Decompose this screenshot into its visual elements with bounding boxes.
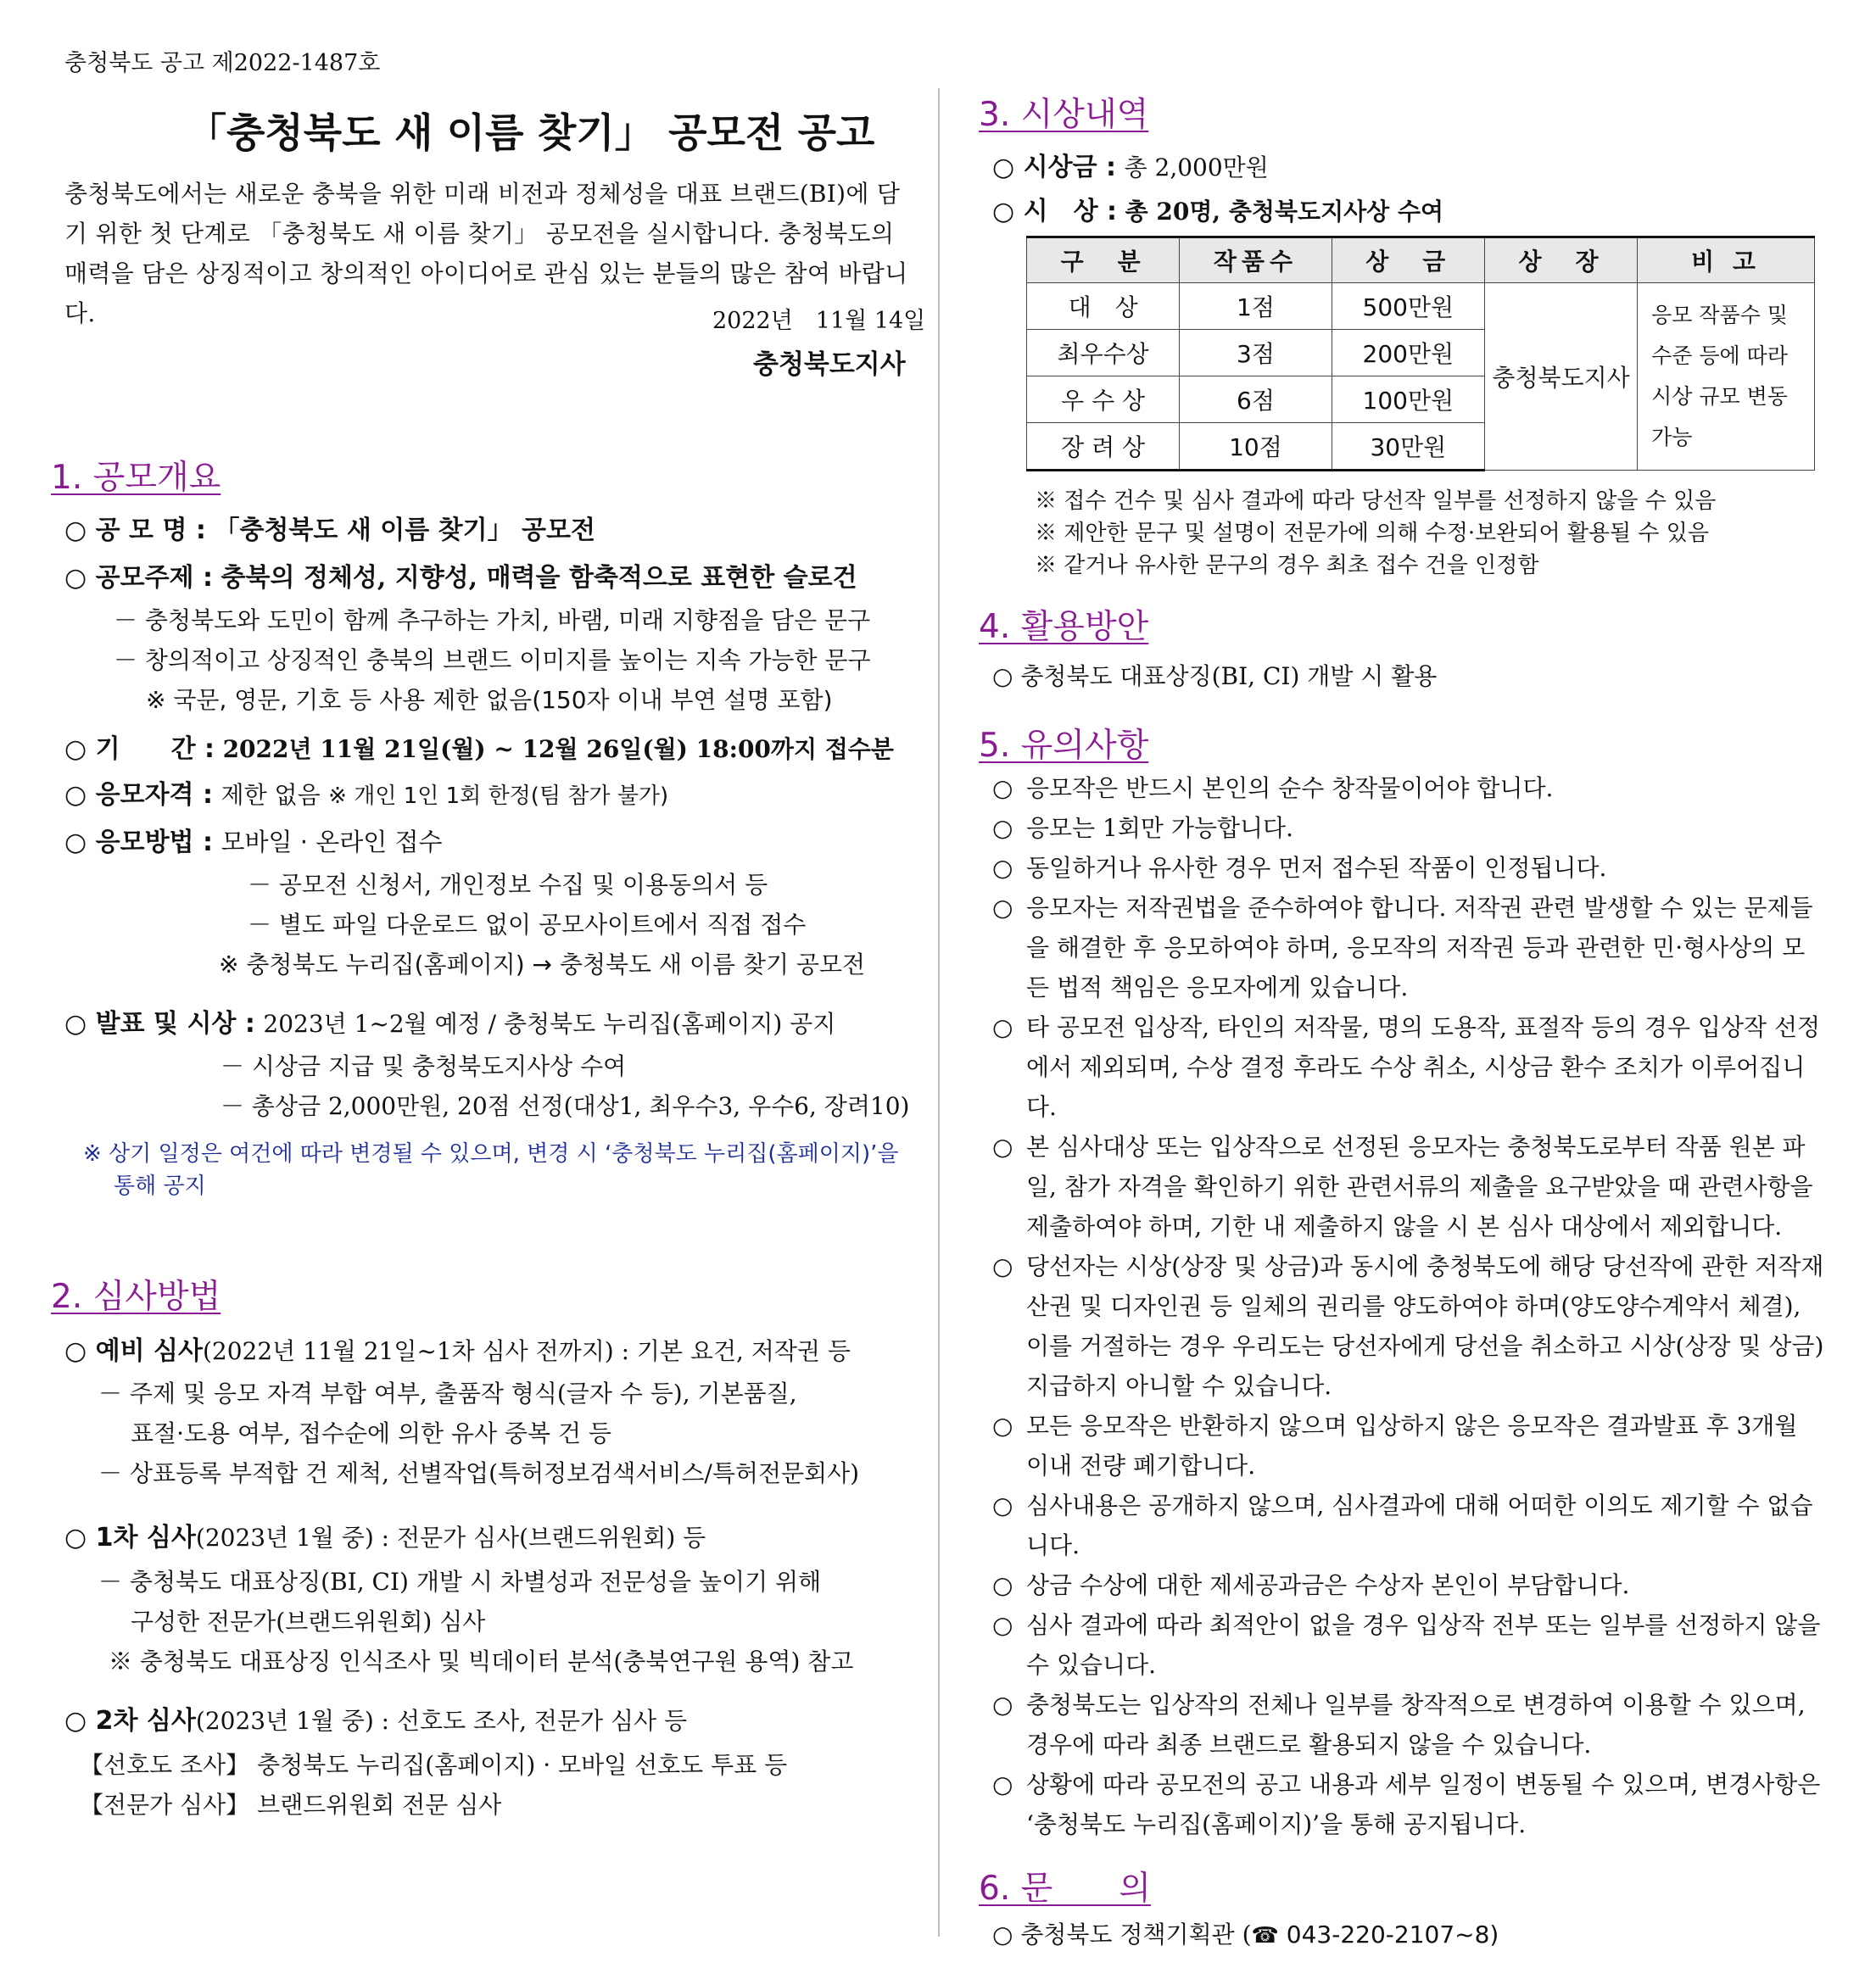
caution-text: 타 공모전 입상작, 타인의 저작물, 명의 도용작, 표절작 등의 경우 입상작 선정에서 제외되며, 수상 결정 후라도 수상 취소, 시상금 환수 조치가 이루어집니다. <box>1026 1013 1821 1121</box>
contest-name <box>64 509 595 546</box>
notice-date: 2022년 11월 14일 <box>712 308 926 334</box>
method-label: ○ 응모방법 : <box>64 828 213 857</box>
contact-text: ○ 충청북도 정책기획관 ( <box>992 1921 1252 1948</box>
period-value: 2022년 11월 21일(월) ~ 12월 26일(월) 18:00까지 접수분 <box>222 735 894 763</box>
caution-item: ○ 심사 결과에 따라 최적안이 없을 경우 입상작 전부 또는 일부를 선정하지 않을 수 있습니다. <box>992 1605 1828 1685</box>
caution-text: 본 심사대상 또는 입상작으로 선정된 응모자는 충청북도로부터 작품 원본 파일, 참가 자격을 확인하기 위한 관련서류의 제출을 요구받았을 때 관련사항을 제출하여야 하며, 기한 내 제출하지 않을 시 본 심사 대상에서 제외합니다. <box>1026 1133 1813 1240</box>
cell-remarks <box>1638 283 1815 471</box>
issuer: 충청북도지사 <box>753 349 906 380</box>
theme-item: － 충청북도와 도민이 함께 추구하는 가치, 바램, 미래 지향점을 담은 문구 <box>114 606 871 634</box>
eligibility-note: ※ 개인 1인 1회 한정(팀 참가 불가) <box>328 783 669 809</box>
caution-text: 상금 수상에 대한 제세공과금은 수상자 본인이 부담합니다. <box>1026 1571 1630 1599</box>
cell-category: 대 상 <box>1027 283 1180 330</box>
contact-line <box>992 1916 1499 1950</box>
method-value: 모바일 · 온라인 접수 <box>221 828 443 856</box>
schedule-note-cont: 통해 공지 <box>114 1174 206 1199</box>
entry-method <box>64 821 443 858</box>
table-header: 비 고 <box>1638 237 1815 283</box>
caution-text: 심사 결과에 따라 최적안이 없을 경우 입상작 전부 또는 일부를 선정하지 않을 수 있습니다. <box>1026 1611 1821 1679</box>
caution-text: 상황에 따라 공모전의 공고 내용과 세부 일정이 변동될 수 있으며, 변경사항은 ‘충청북도 누리집(홈페이지)’을 통해 공지됩니다. <box>1026 1770 1821 1838</box>
method-note: ※ 충청북도 누리집(홈페이지) → 충청북도 새 이름 찾기 공모전 <box>219 951 866 978</box>
contest-theme <box>64 556 857 594</box>
caution-text: 심사내용은 공개하지 않으며, 심사결과에 대해 어떠한 이의도 제기할 수 없습니다. <box>1026 1491 1813 1559</box>
caution-item: ○ 당선자는 시상(상장 및 상금)과 동시에 충청북도에 해당 당선작에 관한 저작재산권 및 디자인권 등 일체의 권리를 양도하여야 하며(양도양수계약서 체결), 이를 거절하는 경우 우리도는 당선자에게 당선을 취소하고 시상(상장 및 상금) 지급하지 아니할 수 있습니다. <box>992 1246 1828 1406</box>
caution-text: 응모자는 저작권법을 준수하여야 합니다. 저작권 관련 발생할 수 있는 문제들을 해결한 후 응모하여야 하며, 응모작의 저작권 등과 관련한 민·형사상의 모든 법적 책임은 응모자에게 있습니다. <box>1026 894 1813 1001</box>
caution-item: ○ 심사내용은 공개하지 않으며, 심사결과에 대해 어떠한 이의도 제기할 수 없습니다. <box>992 1486 1828 1565</box>
caution-item: ○ 응모는 1회만 가능합니다. <box>992 808 1828 848</box>
column-divider <box>938 88 940 1937</box>
section-3-heading: 3. 시상내역 <box>979 96 1149 134</box>
cell-count: 6점 <box>1180 376 1332 423</box>
section-5-heading: 5. 유의사항 <box>979 727 1149 765</box>
second-item: 【전문가 심사】 브랜드위원회 전문 심사 <box>80 1791 502 1819</box>
pre-item: － 주제 및 응모 자격 부합 여부, 출품작 형식(글자 수 등), 기본품질, <box>98 1380 797 1408</box>
method-item: － 공모전 신청서, 개인정보 수집 및 이용동의서 등 <box>248 871 768 899</box>
eligibility-value: 제한 없음 <box>221 781 321 809</box>
announcement-value: 2023년 1~2월 예정 / 충청북도 누리집(홈페이지) 공지 <box>263 1010 836 1038</box>
pre-item: 표절·도용 여부, 접수순에 의한 유사 중복 건 등 <box>131 1419 611 1447</box>
cautions-list <box>992 768 1828 1844</box>
cell-count: 10점 <box>1180 423 1332 471</box>
period-label: ○ 기 간 : <box>64 734 215 764</box>
remark-line: 시상 규모 변동 <box>1651 384 1788 409</box>
pre-label: ○ 예비 심사 <box>64 1336 203 1366</box>
pre-item: － 상표등록 부적합 건 제척, 선별작업(특허정보검색서비스/특허전문회사) <box>98 1459 860 1487</box>
awards-label: ○ 시 상 : <box>992 197 1118 226</box>
second-label: ○ 2차 심사 <box>64 1706 196 1736</box>
award-note: ※ 같거나 유사한 문구의 경우 최초 접수 건을 인정함 <box>1035 553 1539 578</box>
method-item: － 별도 파일 다운로드 없이 공모사이트에서 직접 접수 <box>248 911 807 939</box>
total-prize <box>992 146 1269 183</box>
contest-theme-value: 충북의 정체성, 지향성, 매력을 함축적으로 표현한 슬로건 <box>221 563 857 593</box>
caution-item: ○ 본 심사대상 또는 입상작으로 선정된 응모자는 충청북도로부터 작품 원본 파일, 참가 자격을 확인하기 위한 관련서류의 제출을 요구받았을 때 관련사항을 제출하여야 하며, 기한 내 제출하지 않을 시 본 심사 대상에서 제외합니다. <box>992 1127 1828 1246</box>
cell-prize: 100만원 <box>1332 376 1484 423</box>
caution-item: ○ 상황에 따라 공모전의 공고 내용과 세부 일정이 변동될 수 있으며, 변경사항은 ‘충청북도 누리집(홈페이지)’을 통해 공지됩니다. <box>992 1765 1828 1844</box>
section-2-heading: 2. 심사방법 <box>51 1278 221 1316</box>
awards-value: 총 20명, 충청북도지사상 수여 <box>1125 198 1444 226</box>
first-item: 구성한 전문가(브랜드위원회) 심사 <box>131 1608 486 1636</box>
caution-text: 당선자는 시상(상장 및 상금)과 동시에 충청북도에 해당 당선작에 관한 저작재산권 및 디자인권 등 일체의 권리를 양도하여야 하며(양도양수계약서 체결), 이를 거절하는 경우 우리도는 당선자에게 당선을 취소하고 시상(상장 및 상금) 지급하지 아니할 수 있습니다. <box>1026 1252 1824 1400</box>
first-item: － 충청북도 대표상징(BI, CI) 개발 시 차별성과 전문성을 높이기 위해 <box>98 1568 822 1596</box>
awards <box>992 190 1443 227</box>
phone-number: 043-220-2107~8) <box>1278 1921 1499 1948</box>
second-review <box>64 1699 687 1737</box>
first-value: (2023년 1월 중) : 전문가 심사(브랜드위원회) 등 <box>195 1524 706 1552</box>
total-prize-value: 총 2,000만원 <box>1124 153 1269 181</box>
caution-item: ○ 모든 응모작은 반환하지 않으며 입상하지 않은 응모작은 결과발표 후 3개월 이내 전량 폐기합니다. <box>992 1406 1828 1486</box>
second-item: 【선호도 조사】 충청북도 누리집(홈페이지) · 모바일 선호도 투표 등 <box>80 1751 788 1779</box>
caution-text: 응모작은 반드시 본인의 순수 창작물이어야 합니다. <box>1026 774 1554 802</box>
cell-category: 우 수 상 <box>1027 376 1180 423</box>
table-header: 상 금 <box>1332 237 1484 283</box>
usage-item: ○ 충청북도 대표상징(BI, CI) 개발 시 활용 <box>992 662 1438 690</box>
cell-prize: 500만원 <box>1332 283 1484 330</box>
section-1-heading: 1. 공모개요 <box>51 459 221 497</box>
eligibility <box>64 773 668 811</box>
contest-name-value: 「충청북도 새 이름 찾기」 공모전 <box>214 516 595 545</box>
table-header: 구 분 <box>1027 237 1180 283</box>
preliminary-review <box>64 1330 851 1367</box>
contest-theme-label: ○ 공모주제 : <box>64 563 213 593</box>
table-header: 작품수 <box>1180 237 1332 283</box>
cell-certificate: 충청북도지사 <box>1484 283 1637 471</box>
page-title: 「충청북도 새 이름 찾기」 공모전 공고 <box>187 110 875 157</box>
intro-paragraph: 충청북도에서는 새로운 충북을 위한 미래 비전과 정체성을 대표 브랜드(BI)에 담기 위한 첫 단계로 「충청북도 새 이름 찾기」 공모전을 실시합니다. 충청북도의 매력을 담은 상징적이고 창의적인 아이디어로 관심 있는 분들의 많은 참여 바랍니다. <box>64 180 908 327</box>
remark-line: 수준 등에 따라 <box>1651 343 1788 368</box>
theme-note: ※ 국문, 영문, 기호 등 사용 제한 없음(150자 이내 부연 설명 포함) <box>146 686 833 714</box>
caution-item: ○ 충청북도는 입상작의 전체나 일부를 창작적으로 변경하여 이용할 수 있으며, 경우에 따라 최종 브랜드로 활용되지 않을 수 있습니다. <box>992 1685 1828 1765</box>
contest-period <box>64 728 894 765</box>
remark-line: 가능 <box>1651 425 1693 449</box>
second-value: (2023년 1월 중) : 선호도 조사, 전문가 심사 등 <box>195 1707 688 1735</box>
announcement <box>64 1002 835 1040</box>
pre-value: (2022년 11월 21일~1차 심사 전까지) : 기본 요건, 저작권 등 <box>203 1337 851 1365</box>
contest-name-label: ○ 공 모 명 : <box>64 516 206 545</box>
first-note: ※ 충청북도 대표상징 인식조사 및 빅데이터 분석(충북연구원 용역) 참고 <box>109 1647 854 1675</box>
caution-text: 동일하거나 유사한 경우 먼저 접수된 작품이 인정됩니다. <box>1026 854 1607 882</box>
table-header: 상 장 <box>1484 237 1637 283</box>
caution-text: 충청북도는 입상작의 전체나 일부를 창작적으로 변경하여 이용할 수 있으며, 경우에 따라 최종 브랜드로 활용되지 않을 수 있습니다. <box>1026 1691 1806 1759</box>
caution-item: ○ 동일하거나 유사한 경우 먼저 접수된 작품이 인정됩니다. <box>992 848 1828 888</box>
prize-table <box>1026 236 1815 471</box>
award-note: ※ 접수 건수 및 심사 결과에 따라 당선작 일부를 선정하지 않을 수 있음 <box>1035 488 1717 514</box>
award-note: ※ 제안한 문구 및 설명이 전문가에 의해 수정·보완되어 활용될 수 있음 <box>1035 521 1710 546</box>
announcement-item: － 시상금 지급 및 충청북도지사상 수여 <box>221 1052 627 1080</box>
caution-item: ○ 타 공모전 입상작, 타인의 저작물, 명의 도용작, 표절작 등의 경우 입상작 선정에서 제외되며, 수상 결정 후라도 수상 취소, 시상금 환수 조치가 이루어집니다. <box>992 1007 1828 1127</box>
table-header-row <box>1027 237 1815 283</box>
section-6-heading: 6. 문 의 <box>979 1870 1151 1908</box>
total-prize-label: ○ 시상금 : <box>992 153 1117 182</box>
caution-item: ○ 응모작은 반드시 본인의 순수 창작물이어야 합니다. <box>992 768 1828 808</box>
cell-prize: 200만원 <box>1332 330 1484 376</box>
cell-category: 최우수상 <box>1027 330 1180 376</box>
cell-count: 1점 <box>1180 283 1332 330</box>
announcement-item: － 총상금 2,000만원, 20점 선정(대상1, 최우수3, 우수6, 장려10) <box>221 1092 910 1120</box>
eligibility-label: ○ 응모자격 : <box>64 780 213 810</box>
announcement-label: ○ 발표 및 시상 : <box>64 1009 255 1039</box>
first-review <box>64 1516 706 1553</box>
first-label: ○ 1차 심사 <box>64 1523 196 1553</box>
cell-count: 3점 <box>1180 330 1332 376</box>
section-4-heading: 4. 활용방안 <box>979 608 1149 646</box>
table-row <box>1027 283 1815 330</box>
caution-text: 모든 응모작은 반환하지 않으며 입상하지 않은 응모작은 결과발표 후 3개월 이내 전량 폐기합니다. <box>1026 1412 1798 1480</box>
cell-category: 장 려 상 <box>1027 423 1180 471</box>
caution-text: 응모는 1회만 가능합니다. <box>1026 814 1293 842</box>
notice-number: 충청북도 공고 제2022-1487호 <box>64 50 381 76</box>
phone-icon: ☎ <box>1251 1923 1279 1948</box>
remark-line: 응모 작품수 및 <box>1651 303 1788 327</box>
theme-item: － 창의적이고 상징적인 충북의 브랜드 이미지를 높이는 지속 가능한 문구 <box>114 646 871 674</box>
cell-prize: 30만원 <box>1332 423 1484 471</box>
caution-item: ○ 응모자는 저작권법을 준수하여야 합니다. 저작권 관련 발생할 수 있는 문제들을 해결한 후 응모하여야 하며, 응모작의 저작권 등과 관련한 민·형사상의 모든 법적 책임은 응모자에게 있습니다. <box>992 888 1828 1007</box>
caution-item: ○ 상금 수상에 대한 제세공과금은 수상자 본인이 부담합니다. <box>992 1565 1828 1605</box>
schedule-note: ※ 상기 일정은 여건에 따라 변경될 수 있으며, 변경 시 ‘충청북도 누리집(홈페이지)’을 <box>83 1141 899 1167</box>
